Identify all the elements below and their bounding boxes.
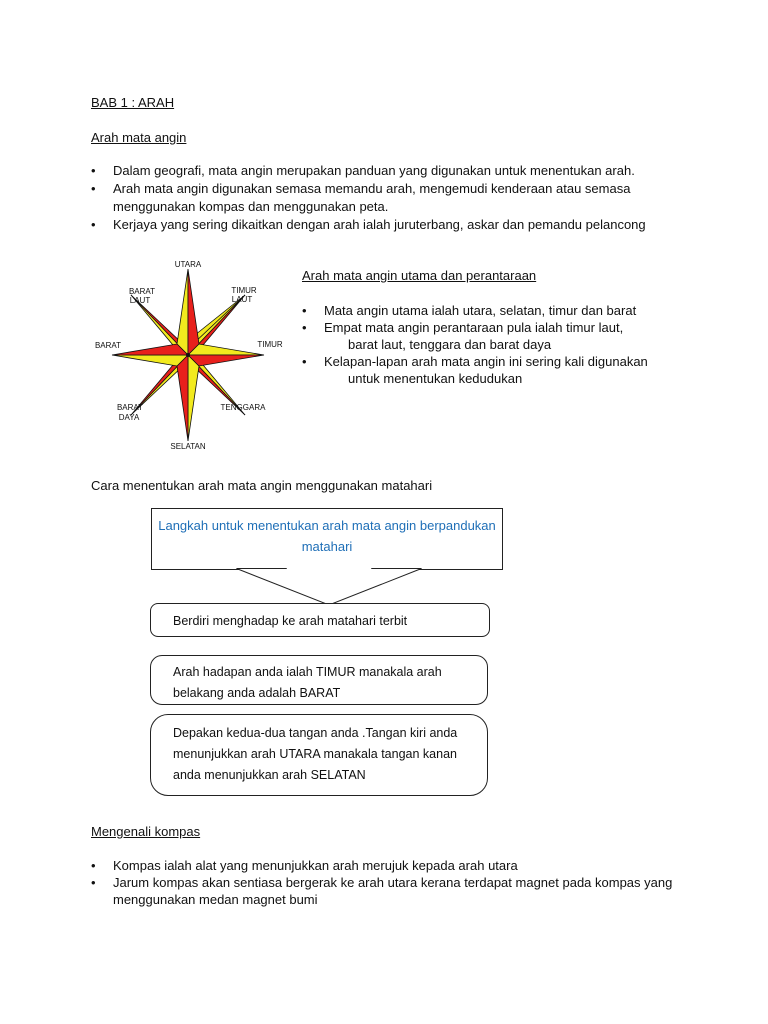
list-item: • Dalam geografi, mata angin merupakan panduan yang digunakan untuk menentukan arah.	[91, 162, 701, 180]
label-northeast-1: TIMUR	[231, 286, 257, 295]
list-item: • Empat mata angin perantaraan pula ialah timur laut, barat laut, tenggara dan barat daya	[302, 319, 702, 353]
list-item: • Jarum kompas akan sentiasa bergerak ke arah utara kerana terdapat magnet pada kompas yang menggunakan medan magnet bumi	[91, 874, 691, 908]
flow-step-1	[150, 603, 490, 637]
flow-title-text: Langkah untuk menentukan arah mata angin berpandukan matahari	[158, 518, 496, 554]
label-northwest-1: BARAT	[128, 287, 156, 296]
label-south: SELATAN	[170, 442, 206, 451]
list-item: • Mata angin utama ialah utara, selatan, timur dan barat	[302, 302, 702, 319]
section-heading-mengenali-kompas: Mengenali kompas	[91, 824, 201, 839]
section-heading-arah-mata-angin: Arah mata angin	[91, 130, 187, 145]
label-southwest-2: DAYA	[118, 413, 140, 422]
bullet-list-mata-angin	[302, 302, 702, 387]
label-southwest-1: BARAT	[116, 403, 144, 412]
flow-step-3	[150, 714, 488, 796]
list-item: • Kompas ialah alat yang menunjukkan arah merujuk kepada arah utara	[91, 857, 691, 874]
label-northwest-2: LAUT	[129, 296, 151, 305]
list-item: • Arah mata angin digunakan semasa memandu arah, mengemudi kenderaan atau semasa menggunakan kompas dan menggunakan peta.	[91, 180, 701, 216]
section-heading-cara-menentukan: Cara menentukan arah mata angin menggunakan matahari	[91, 478, 433, 493]
flow-step-text: Arah hadapan anda ialah TIMUR manakala arah belakang anda adalah BARAT	[173, 665, 442, 700]
list-item: • Kelapan-lapan arah mata angin ini sering kali digunakan untuk menentukan kedudukan	[302, 353, 702, 387]
list-item: • Kerjaya yang sering dikaitkan dengan arah ialah juruterbang, askar dan pemandu pelancong	[91, 216, 701, 234]
flow-title-box	[151, 508, 503, 570]
flow-down-arrow	[236, 568, 422, 606]
bullet-list-kompas	[91, 857, 691, 908]
page-title: BAB 1 : ARAH	[91, 95, 175, 110]
label-east: TIMUR	[257, 340, 283, 349]
flow-step-2	[150, 655, 488, 705]
label-north: UTARA	[174, 260, 202, 269]
label-northeast-2: LAUT	[231, 295, 253, 304]
flow-step-text: Berdiri menghadap ke arah matahari terbit	[173, 614, 408, 628]
label-west: BARAT	[94, 341, 122, 350]
label-southeast: TENGGARA	[220, 403, 266, 412]
flow-step-text: Depakan kedua-dua tangan anda .Tangan kiri anda menunjukkan arah UTARA manakala tangan kanan anda menunjukkan arah SELATAN	[173, 726, 458, 782]
section-heading-utama-perantaraan: Arah mata angin utama dan perantaraan	[302, 268, 537, 283]
compass-rose-diagram	[92, 257, 292, 457]
bullet-list-arah	[91, 162, 701, 234]
